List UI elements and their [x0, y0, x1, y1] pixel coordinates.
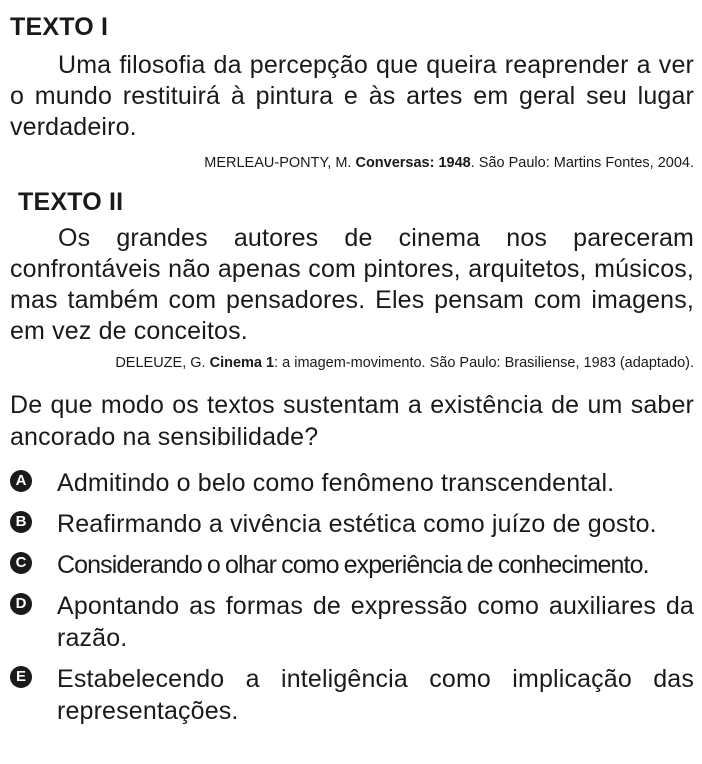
option-letter-a-icon: A	[10, 470, 32, 492]
texto-i-body: Uma filosofia da percepção que queira reaprender a ver o mundo restituirá à pintura e às artes em geral seu lugar verdadeiro.	[10, 51, 694, 141]
reference-details: . São Paulo: Martins Fontes, 2004.	[470, 155, 694, 171]
option-letter-c-icon: C	[10, 552, 32, 574]
reference-author: DELEUZE, G.	[115, 355, 210, 371]
option-letter-e-icon: E	[10, 666, 32, 688]
option-e-text: Estabelecendo a inteligência como implicação das representações.	[57, 665, 694, 725]
option-a-text: Admitindo o belo como fenômeno transcendental.	[57, 469, 615, 497]
option-d-text: Apontando as formas de expressão como auxiliares da razão.	[57, 592, 694, 652]
answer-options	[10, 467, 694, 727]
option-letter-b-icon: B	[10, 511, 32, 533]
texto-i-heading: TEXTO I	[10, 13, 109, 41]
texto-ii-section	[10, 185, 694, 373]
reference-title: Conversas: 1948	[355, 155, 471, 171]
question-stem: De que modo os textos sustentam a existência de um saber ancorado na sensibilidade?	[10, 391, 694, 451]
option-c-text: Considerando o olhar como experiência de conhecimento.	[57, 551, 649, 579]
texto-ii-reference	[10, 353, 694, 373]
option-e[interactable]	[10, 663, 694, 727]
option-a[interactable]	[10, 467, 694, 499]
exam-question	[10, 10, 694, 736]
option-d[interactable]	[10, 590, 694, 654]
reference-title: Cinema 1	[209, 355, 275, 371]
texto-i-section	[10, 10, 694, 173]
option-c[interactable]	[10, 549, 694, 581]
texto-ii-body: Os grandes autores de cinema nos pareceram confrontáveis não apenas com pintores, arquitetos, músicos, mas também com pensadores. Eles pensam com imagens, em vez de conceitos.	[10, 224, 694, 345]
option-b-text: Reafirmando a vivência estética como juízo de gosto.	[57, 510, 657, 538]
reference-author: MERLEAU-PONTY, M.	[204, 155, 356, 171]
texto-ii-heading: TEXTO II	[18, 188, 124, 216]
reference-details: : a imagem-movimento. São Paulo: Brasiliense, 1983 (adaptado).	[274, 355, 694, 371]
option-b[interactable]	[10, 508, 694, 540]
texto-i-reference	[10, 153, 694, 173]
option-letter-d-icon: D	[10, 593, 32, 615]
